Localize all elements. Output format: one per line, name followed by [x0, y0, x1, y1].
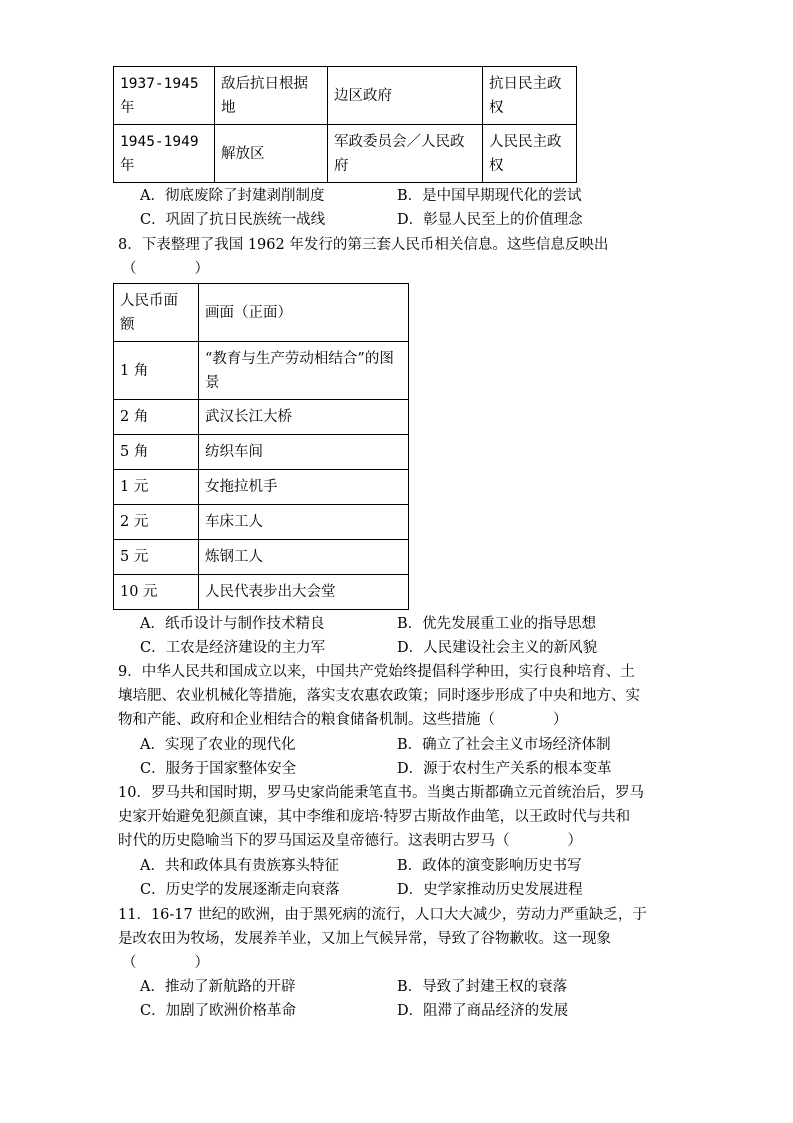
q9-option-a: A．实现了农业的现代化: [140, 737, 296, 753]
q7-org-cell: 边区政府: [328, 67, 483, 125]
q7-option-b: B．是中国早期现代化的尝试: [397, 188, 582, 204]
q8-denomination-cell: 2 角: [114, 400, 199, 435]
q11-option-a: A．推动了新航路的开辟: [140, 979, 296, 995]
q7-area-cell: 敌后抗日根据地: [215, 67, 328, 125]
q10-stem-line: 10．罗马共和国时期，罗马史家尚能秉笔直书。当奥古斯都确立元首统治后，罗马: [118, 785, 644, 801]
q7-nature-cell: 人民民主政权: [483, 125, 577, 183]
table-row: [114, 125, 577, 183]
table-row: [114, 67, 577, 125]
q9-option-c: C．服务于国家整体安全: [140, 761, 297, 777]
table-row: [114, 435, 409, 470]
table-row: [114, 575, 409, 610]
q8-image-cell: 武汉长江大桥: [199, 400, 409, 435]
q8-header-image: 画面（正面）: [199, 284, 409, 342]
q11-option-d: D．阻滞了商品经济的发展: [397, 1003, 569, 1019]
q10-option-b: B．政体的演变影响历史书写: [397, 858, 582, 874]
q8-image-cell: 炼钢工人: [199, 540, 409, 575]
q7-org-cell: 军政委员会／人民政府: [328, 125, 483, 183]
q11-option-c: C．加剧了欧洲价格革命: [140, 1003, 297, 1019]
q8-header-denomination: 人民币面额: [114, 284, 199, 342]
table-row: [114, 470, 409, 505]
q8-option-a: A．纸币设计与制作技术精良: [140, 616, 325, 632]
q8-option-c: C．工农是经济建设的主力军: [140, 640, 326, 656]
q8-denomination-cell: 10 元: [114, 575, 199, 610]
q8-image-cell: “教育与生产劳动相结合”的图景: [199, 342, 409, 400]
q9-stem-line: 9．中华人民共和国成立以来，中国共产党始终提倡科学种田，实行良种培育、土: [118, 664, 635, 680]
q7-area-cell: 解放区: [215, 125, 328, 183]
q7-nature-cell: 抗日民主政权: [483, 67, 577, 125]
q8-denomination-cell: 1 角: [114, 342, 199, 400]
q8-image-cell: 女拖拉机手: [199, 470, 409, 505]
q9-option-b: B．确立了社会主义市场经济体制: [397, 737, 611, 753]
q7-table: [113, 66, 577, 183]
q8-image-cell: 车床工人: [199, 505, 409, 540]
table-row: [114, 400, 409, 435]
q11-stem-line: 11．16-17 世纪的欧洲，由于黑死病的流行，人口大大减少，劳动力严重缺乏，于: [118, 907, 647, 923]
q8-image-cell: 人民代表步出大会堂: [199, 575, 409, 610]
q9-stem-line: 物和产能、政府和企业相结合的粮食储备机制。这些措施（ ）: [118, 712, 568, 728]
q7-option-a: A．彻底废除了封建剥削制度: [140, 188, 325, 204]
q7-option-c: C．巩固了抗日民族统一战线: [140, 212, 326, 228]
q11-answer-paren: （ ）: [122, 955, 209, 971]
q9-option-d: D．源于农村生产关系的根本变革: [397, 761, 612, 777]
q10-option-d: D．史学家推动历史发展进程: [397, 882, 583, 898]
table-header-row: [114, 284, 409, 342]
q8-denomination-cell: 1 元: [114, 470, 199, 505]
q9-stem-line: 壤培肥、农业机械化等措施，落实支农惠农政策；同时逐步形成了中央和地方、实: [118, 688, 640, 704]
q8-table: [113, 283, 409, 610]
q7-period-cell: 1937-1945年: [114, 67, 215, 125]
q8-option-d: D．人民建设社会主义的新风貌: [397, 640, 598, 656]
q8-denomination-cell: 5 角: [114, 435, 199, 470]
table-row: [114, 342, 409, 400]
q8-stem: 8．下表整理了我国 1962 年发行的第三套人民币相关信息。这些信息反映出: [118, 237, 609, 253]
q10-option-c: C．历史学的发展逐渐走向衰落: [140, 882, 340, 898]
q10-stem-line: 史家开始避免犯颜直谏，其中李维和庞培·特罗古斯故作曲笔，以王政时代与共和: [118, 809, 631, 825]
q8-denomination-cell: 5 元: [114, 540, 199, 575]
table-row: [114, 505, 409, 540]
q8-image-cell: 纺织车间: [199, 435, 409, 470]
q11-stem-line: 是改农田为牧场，发展养羊业，又加上气候异常，导致了谷物歉收。这一现象: [118, 931, 611, 947]
q11-option-b: B．导致了封建王权的衰落: [397, 979, 568, 995]
q8-denomination-cell: 2 元: [114, 505, 199, 540]
q7-period-cell: 1945-1949年: [114, 125, 215, 183]
q10-stem-line: 时代的历史隐喻当下的罗马国运及皇帝德行。这表明古罗马（ ）: [118, 833, 582, 849]
q10-option-a: A．共和政体具有贵族寡头特征: [140, 858, 339, 874]
table-row: [114, 540, 409, 575]
q7-option-d: D．彰显人民至上的价值理念: [397, 212, 583, 228]
q8-answer-paren: （ ）: [122, 261, 209, 277]
q8-option-b: B．优先发展重工业的指导思想: [397, 616, 597, 632]
